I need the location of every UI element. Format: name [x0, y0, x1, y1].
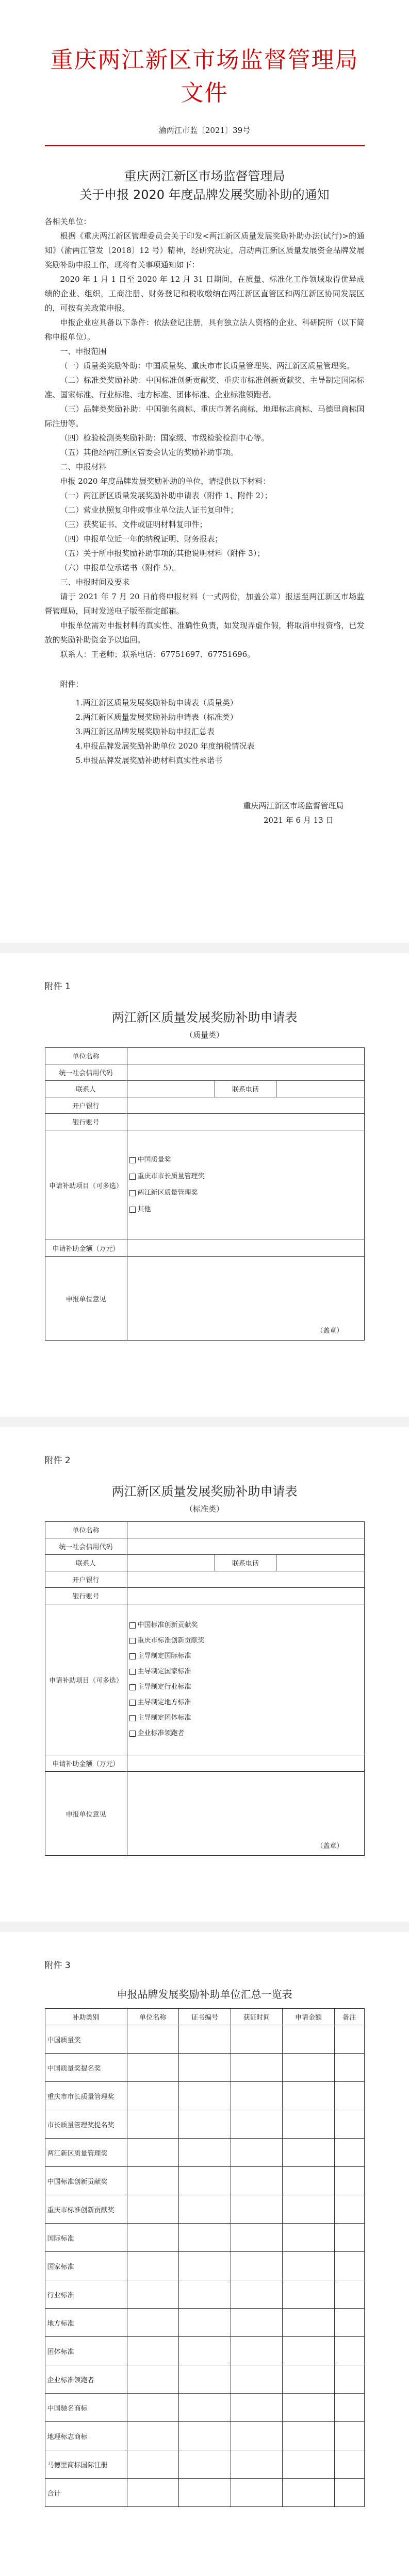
- summary-cell[interactable]: [127, 2224, 179, 2252]
- section2-item: （四）申报单位近一年的纳税证明、财务报表；: [60, 534, 223, 544]
- summary-cell[interactable]: [179, 2365, 231, 2394]
- summary-cell[interactable]: [179, 2422, 231, 2450]
- summary-cell[interactable]: [334, 2309, 364, 2337]
- attachment-item: 3.两江新区品牌发展奖励补助申报汇总表: [75, 727, 215, 736]
- section1-item: （二）标准类奖励补助：中国标准创新贡献奖、重庆市标准创新贡献奖、主导制定国际标准、国家标准、行业标准、地方标准、团体标准、企业标准领跑者。: [44, 376, 365, 399]
- field-value[interactable]: [127, 1538, 364, 1555]
- summary-cell[interactable]: [283, 2110, 335, 2139]
- summary-cell[interactable]: [179, 2025, 231, 2054]
- summary-cell[interactable]: [231, 2139, 283, 2167]
- option-label: 其他: [137, 1206, 151, 1213]
- summary-cell[interactable]: [179, 2054, 231, 2082]
- summary-cell[interactable]: [283, 2252, 335, 2280]
- notice-body: [45, 0, 365, 827]
- attachment-2-label: 附件 2: [44, 1455, 71, 1466]
- field-label: 联系人: [45, 1555, 127, 1571]
- form-row: [45, 1555, 364, 1571]
- field-label: 统一社会信用代码: [45, 1538, 127, 1555]
- contact-info: 联系人：王老师；联系电话：67751697、67751696。: [60, 650, 255, 659]
- summary-row: [45, 2195, 364, 2224]
- apply-options: [127, 1604, 364, 1755]
- summary-cell[interactable]: [334, 2479, 364, 2507]
- summary-cell[interactable]: [334, 2394, 364, 2422]
- summary-cell[interactable]: [127, 2479, 179, 2507]
- apply-option[interactable]: [129, 1185, 362, 1201]
- notice-title-line-2: 关于申报 2020 年度品牌发展奖励补助的通知: [79, 188, 330, 202]
- option-label: 主导制定团体标准: [137, 1714, 191, 1722]
- apply-option[interactable]: [129, 1726, 362, 1741]
- red-divider: [45, 145, 365, 146]
- form-row: [45, 1755, 364, 1772]
- notice-page: [0, 0, 409, 943]
- summary-cell[interactable]: [179, 2337, 231, 2365]
- field-value[interactable]: [127, 1114, 364, 1130]
- summary-cell[interactable]: [231, 2252, 283, 2280]
- section1-item: （四）检验检测类奖励补助：国家级、市级检验检测中心等。: [60, 433, 269, 443]
- attachment-3-title: 申报品牌发展奖励补助单位汇总一览表: [117, 1988, 292, 2001]
- apply-option[interactable]: [129, 1695, 362, 1710]
- summary-cell[interactable]: [283, 2309, 335, 2337]
- form-row: [45, 1081, 364, 1097]
- summary-cell[interactable]: [283, 2139, 335, 2167]
- category-cell: 国家标准: [45, 2252, 127, 2280]
- option-label: 企业标准领跑者: [137, 1730, 185, 1737]
- summary-cell[interactable]: [283, 2082, 335, 2110]
- summary-row: [45, 2337, 364, 2365]
- summary-cell[interactable]: [283, 2337, 335, 2365]
- summary-row: [45, 2365, 364, 2394]
- option-label: 主导制定国际标准: [137, 1652, 191, 1660]
- field-value[interactable]: [127, 1064, 364, 1081]
- sign-date: 2021 年 6 月 13 日: [263, 816, 334, 825]
- summary-cell[interactable]: [231, 2422, 283, 2450]
- attachment-1-subtitle: （质量类）: [185, 1030, 224, 1040]
- category-cell: 中国标准创新贡献奖: [45, 2167, 127, 2195]
- summary-cell[interactable]: [179, 2110, 231, 2139]
- field-value[interactable]: [127, 1240, 364, 1257]
- attachment-2-page: [0, 1427, 409, 1922]
- form-row: [45, 1522, 364, 1538]
- form-row: [45, 1257, 364, 1341]
- form-row: [45, 1130, 364, 1240]
- field-value[interactable]: [127, 1097, 364, 1114]
- form-row: [45, 1048, 364, 1064]
- apply-options: [127, 1130, 364, 1240]
- section2-item: （六）申报单位承诺书（附件 5）。: [60, 563, 180, 572]
- summary-cell[interactable]: [334, 2280, 364, 2309]
- checkbox[interactable]: [129, 1653, 136, 1659]
- attachment-1-page: [0, 953, 409, 1417]
- field-value[interactable]: [127, 1571, 364, 1588]
- summary-cell[interactable]: [179, 2394, 231, 2422]
- field-value[interactable]: [127, 1081, 215, 1097]
- summary-cell[interactable]: [127, 2110, 179, 2139]
- summary-row: [45, 2110, 364, 2139]
- summary-row: [45, 2422, 364, 2450]
- summary-cell[interactable]: [231, 2082, 283, 2110]
- field-label: 申报单位意见: [45, 1257, 127, 1341]
- attachment-3-page: [0, 1932, 409, 2576]
- summary-cell[interactable]: [127, 2309, 179, 2337]
- summary-cell[interactable]: [334, 2252, 364, 2280]
- section3-para: 请于 2021 年 7 月 20 日前将申报材料（一式两份，加盖公章）报送至两江新区市场监督管理局，同时发送电子版至指定邮箱。: [44, 592, 365, 616]
- summary-cell[interactable]: [283, 2479, 335, 2507]
- attachments-label: 附件：: [60, 680, 84, 689]
- column-header: 证书编号: [179, 2009, 231, 2025]
- category-cell: 行业标准: [45, 2280, 127, 2309]
- summary-row: [45, 2252, 364, 2280]
- section-heading-1: 一、申报范围: [60, 347, 107, 356]
- section-heading-2: 二、申报材料: [60, 462, 107, 471]
- option-label: 中国标准创新贡献奖: [137, 1621, 198, 1629]
- attachment-item: 1.两江新区质量发展奖励补助申请表（质量类）: [75, 698, 238, 707]
- summary-cell[interactable]: [231, 2479, 283, 2507]
- summary-cell[interactable]: [127, 2337, 179, 2365]
- summary-cell[interactable]: [179, 2167, 231, 2195]
- form-row: [45, 1114, 364, 1130]
- summary-cell[interactable]: [231, 2110, 283, 2139]
- option-label: 主导制定国家标准: [137, 1668, 191, 1675]
- checkbox[interactable]: [129, 1700, 136, 1706]
- summary-row: [45, 2082, 364, 2110]
- summary-cell[interactable]: [334, 2025, 364, 2054]
- option-label: 主导制定地方标准: [137, 1699, 191, 1706]
- summary-cell[interactable]: [283, 2280, 335, 2309]
- notice-title-line-1: 重庆两江新区市场监督管理局: [124, 169, 285, 183]
- summary-cell[interactable]: [231, 2365, 283, 2394]
- category-cell: 重庆市市长质量管理奖: [45, 2082, 127, 2110]
- summary-cell[interactable]: [127, 2365, 179, 2394]
- checkbox[interactable]: [129, 1174, 136, 1180]
- checkbox[interactable]: [129, 1669, 136, 1675]
- section3-para: 申报单位需对申报材料的真实性、准确性负责，如发现弄虚作假，将取消申报资格，已发放的奖励补助资金予以追回。: [44, 621, 365, 645]
- summary-header-row: [45, 2009, 364, 2025]
- summary-cell[interactable]: [179, 2252, 231, 2280]
- attachment-1-label: 附件 1: [44, 981, 71, 992]
- section2-item: （一）两江新区质量发展奖励补助申请表（附件 1、附件 2）；: [60, 491, 272, 500]
- category-cell: 地方标准: [45, 2309, 127, 2337]
- category-cell: 地理标志商标: [45, 2422, 127, 2450]
- apply-option[interactable]: [129, 1618, 362, 1633]
- form-row: [45, 1097, 364, 1114]
- summary-cell[interactable]: [231, 2195, 283, 2224]
- field-label: 单位名称: [45, 1522, 127, 1538]
- field-value[interactable]: [276, 1081, 364, 1097]
- summary-cell[interactable]: [334, 2422, 364, 2450]
- form-row: [45, 1538, 364, 1555]
- summary-row: [45, 2139, 364, 2167]
- section1-item: （五）其他经两江新区管委会认定的奖励补助事项。: [60, 448, 238, 457]
- summary-cell[interactable]: [334, 2082, 364, 2110]
- signer: 重庆两江新区市场监督管理局: [243, 801, 344, 810]
- summary-row: [45, 2224, 364, 2252]
- summary-cell[interactable]: [334, 2450, 364, 2479]
- summary-cell[interactable]: [231, 2025, 283, 2054]
- summary-cell[interactable]: [127, 2054, 179, 2082]
- category-cell: 中国质量奖提名奖: [45, 2054, 127, 2082]
- intro-para-3: 申报企业应具备以下条件：依法登记注册，具有独立法人资格的企业、科研院所（以下简称申报单位）。: [44, 318, 365, 342]
- summary-cell[interactable]: [127, 2082, 179, 2110]
- field-label: 联系人: [45, 1081, 127, 1097]
- summary-cell[interactable]: [127, 2450, 179, 2479]
- field-label: 统一社会信用代码: [45, 1064, 127, 1081]
- summary-cell[interactable]: [334, 2054, 364, 2082]
- form-row: [45, 1064, 364, 1081]
- attachment-item: 5.申报品牌发展奖励补助材料真实性承诺书: [75, 756, 222, 765]
- apply-option[interactable]: [129, 1649, 362, 1664]
- apply-option[interactable]: [129, 1633, 362, 1649]
- summary-cell[interactable]: [127, 2252, 179, 2280]
- form-row: [45, 1604, 364, 1755]
- summary-cell[interactable]: [283, 2025, 335, 2054]
- salutation: 各相关单位：: [44, 217, 91, 226]
- attachment-1-title: 两江新区质量发展奖励补助申请表: [111, 1010, 298, 1025]
- option-label: 重庆市标准创新贡献奖: [137, 1637, 205, 1645]
- summary-row: [45, 2479, 364, 2507]
- option-label: 两江新区质量管理奖: [137, 1189, 198, 1197]
- form-row: [45, 1571, 364, 1588]
- notice-title: [45, 167, 365, 204]
- summary-cell[interactable]: [231, 2280, 283, 2309]
- summary-cell[interactable]: [179, 2195, 231, 2224]
- field-label: 申报单位意见: [45, 1772, 127, 1856]
- attachment-item: 2.两江新区质量发展奖励补助申请表（标准类）: [75, 713, 238, 722]
- form-row: [45, 1588, 364, 1604]
- column-header: 申请金额: [283, 2009, 335, 2025]
- field-value[interactable]: [127, 1588, 364, 1604]
- summary-cell[interactable]: [127, 2025, 179, 2054]
- field-label: 申请补助项目（可多选）: [45, 1604, 127, 1755]
- summary-cell[interactable]: [334, 2337, 364, 2365]
- checkbox[interactable]: [129, 1731, 136, 1737]
- column-header: 补助类别: [45, 2009, 127, 2025]
- field-label: 开户银行: [45, 1571, 127, 1588]
- form-row: [45, 1240, 364, 1257]
- category-cell: 两江新区质量管理奖: [45, 2139, 127, 2167]
- summary-cell[interactable]: [127, 2422, 179, 2450]
- attachment-3-label: 附件 3: [44, 1960, 71, 1971]
- checkbox[interactable]: [129, 1157, 136, 1163]
- summary-cell[interactable]: [179, 2450, 231, 2479]
- section1-item: （一）质量类奖励补助：中国质量奖、重庆市市长质量管理奖、两江新区质量管理奖。: [60, 361, 354, 370]
- attachment-item: 4.申报品牌发展奖励补助单位 2020 年度纳税情况表: [75, 741, 255, 751]
- intro-para-2: 2020 年 1 月 1 日至 2020 年 12 月 31 日期间，在质量、标准化工作领域取得优异成绩的企业、组织，工商注册、财务登记和税收缴纳在两江新区直管区和两江新区协同发展区的，可按有关政策申报。: [44, 275, 365, 313]
- category-cell: 团体标准: [45, 2337, 127, 2365]
- summary-cell[interactable]: [283, 2394, 335, 2422]
- option-label: 主导制定行业标准: [137, 1683, 191, 1691]
- summary-cell[interactable]: [231, 2394, 283, 2422]
- field-label: 银行账号: [45, 1588, 127, 1604]
- summary-cell[interactable]: [334, 2195, 364, 2224]
- category-cell: 合计: [45, 2479, 127, 2507]
- document-number: 渝两江市监〔2021〕39号: [158, 126, 251, 135]
- intro-para-1: 根据《重庆两江新区管理委员会关于印发<两江新区质量发展奖励补助办法(试行)>的通知》（渝两江管发〔2018〕12 号）精神，经研究决定，启动两江新区质量发展资金品牌发展奖励补助申报工作，现将有关事项通知如下：: [44, 231, 365, 269]
- apply-option[interactable]: [129, 1201, 362, 1218]
- attachment-2-subtitle: （标准类）: [185, 1504, 224, 1514]
- section2-intro: 申报 2020 年度品牌发展奖励补助的单位，请提供以下材料：: [60, 477, 271, 486]
- section2-item: （三）获奖证书、文件或证明材料复印件；: [60, 520, 207, 529]
- summary-cell[interactable]: [127, 2139, 179, 2167]
- field-label: 联系电话: [215, 1081, 276, 1097]
- summary-cell[interactable]: [283, 2365, 335, 2394]
- category-cell: 重庆市标准创新贡献奖: [45, 2195, 127, 2224]
- section2-item: （五）关于所申报奖励补助事项的其他说明材料（附件 3）；: [60, 549, 265, 558]
- attachment-3-body: [45, 1932, 365, 2507]
- category-cell: 国际标准: [45, 2224, 127, 2252]
- section1-item: （三）品牌类奖励补助：中国驰名商标、重庆市著名商标、地理标志商标、马德里商标国际注册等。: [44, 404, 365, 428]
- summary-cell[interactable]: [179, 2479, 231, 2507]
- field-label: 申请补助项目（可多选）: [45, 1130, 127, 1240]
- column-header: 单位名称: [127, 2009, 179, 2025]
- summary-cell[interactable]: [179, 2082, 231, 2110]
- summary-cell[interactable]: [231, 2337, 283, 2365]
- field-value[interactable]: [276, 1555, 364, 1571]
- form-row: [45, 1772, 364, 1856]
- section-heading-3: 三、申报时间及要求: [60, 578, 130, 587]
- category-cell: 中国质量奖: [45, 2025, 127, 2054]
- summary-cell[interactable]: [231, 2450, 283, 2479]
- summary-row: [45, 2394, 364, 2422]
- summary-cell[interactable]: [231, 2167, 283, 2195]
- apply-option[interactable]: [129, 1710, 362, 1726]
- category-cell: 中国驰名商标: [45, 2394, 127, 2422]
- summary-cell[interactable]: [127, 2167, 179, 2195]
- summary-cell[interactable]: [283, 2422, 335, 2450]
- column-header: 备注: [334, 2009, 364, 2025]
- option-label: 中国质量奖: [137, 1156, 171, 1164]
- summary-cell[interactable]: [179, 2139, 231, 2167]
- summary-cell[interactable]: [283, 2054, 335, 2082]
- summary-cell[interactable]: [283, 2450, 335, 2479]
- attachment-2-body: [45, 1427, 365, 1856]
- summary-row: [45, 2309, 364, 2337]
- summary-cell[interactable]: [334, 2167, 364, 2195]
- checkbox[interactable]: [129, 1715, 136, 1721]
- summary-cell[interactable]: [231, 2309, 283, 2337]
- summary-cell[interactable]: [334, 2365, 364, 2394]
- field-label: 申请补助金额（万元）: [45, 1240, 127, 1257]
- summary-cell[interactable]: [179, 2309, 231, 2337]
- field-label: 银行账号: [45, 1114, 127, 1130]
- summary-cell[interactable]: [179, 2224, 231, 2252]
- summary-table: [45, 2008, 365, 2507]
- checkbox[interactable]: [129, 1622, 136, 1629]
- summary-cell[interactable]: [283, 2195, 335, 2224]
- application-form-quality: [45, 1047, 365, 1341]
- apply-option[interactable]: [129, 1664, 362, 1680]
- category-cell: 马德里商标国际注册: [45, 2450, 127, 2479]
- seal-area: （盖章）: [127, 1257, 364, 1341]
- summary-cell[interactable]: [283, 2224, 335, 2252]
- field-value[interactable]: [127, 1555, 215, 1571]
- option-label: 重庆市市长质量管理奖: [137, 1173, 205, 1180]
- summary-cell[interactable]: [334, 2139, 364, 2167]
- summary-row: [45, 2054, 364, 2082]
- summary-row: [45, 2167, 364, 2195]
- apply-option[interactable]: [129, 1168, 362, 1185]
- category-cell: 企业标准领跑者: [45, 2365, 127, 2394]
- summary-cell[interactable]: [231, 2224, 283, 2252]
- checkbox[interactable]: [129, 1638, 136, 1644]
- section2-item: （二）营业执照复印件或事业单位法人证书复印件；: [60, 505, 238, 515]
- field-value[interactable]: [127, 1048, 364, 1064]
- field-value[interactable]: [127, 1755, 364, 1772]
- field-label: 申请补助金额（万元）: [45, 1755, 127, 1772]
- summary-cell[interactable]: [334, 2224, 364, 2252]
- column-header: 获证时间: [231, 2009, 283, 2025]
- summary-cell[interactable]: [127, 2280, 179, 2309]
- summary-cell[interactable]: [127, 2195, 179, 2224]
- checkbox[interactable]: [129, 1684, 136, 1690]
- field-label: 单位名称: [45, 1048, 127, 1064]
- summary-row: [45, 2280, 364, 2309]
- summary-cell[interactable]: [179, 2280, 231, 2309]
- attachment-1-body: [45, 953, 365, 1341]
- summary-cell[interactable]: [127, 2394, 179, 2422]
- summary-row: [45, 2450, 364, 2479]
- summary-cell[interactable]: [283, 2167, 335, 2195]
- checkbox[interactable]: [129, 1190, 136, 1196]
- summary-cell[interactable]: [231, 2054, 283, 2082]
- summary-cell[interactable]: [334, 2110, 364, 2139]
- summary-row: [45, 2025, 364, 2054]
- field-label: 开户银行: [45, 1097, 127, 1114]
- field-label: 联系电话: [215, 1555, 276, 1571]
- category-cell: 市长质量管理奖提名奖: [45, 2110, 127, 2139]
- field-value[interactable]: [127, 1522, 364, 1538]
- checkbox[interactable]: [129, 1207, 136, 1213]
- attachment-list: [45, 696, 365, 768]
- application-form-standard: [45, 1521, 365, 1856]
- seal-area: （盖章）: [127, 1772, 364, 1856]
- apply-option[interactable]: [129, 1152, 362, 1168]
- apply-option[interactable]: [129, 1680, 362, 1695]
- red-header: 重庆两江新区市场监督管理局文件: [50, 47, 359, 106]
- attachment-2-title: 两江新区质量发展奖励补助申请表: [111, 1484, 298, 1499]
